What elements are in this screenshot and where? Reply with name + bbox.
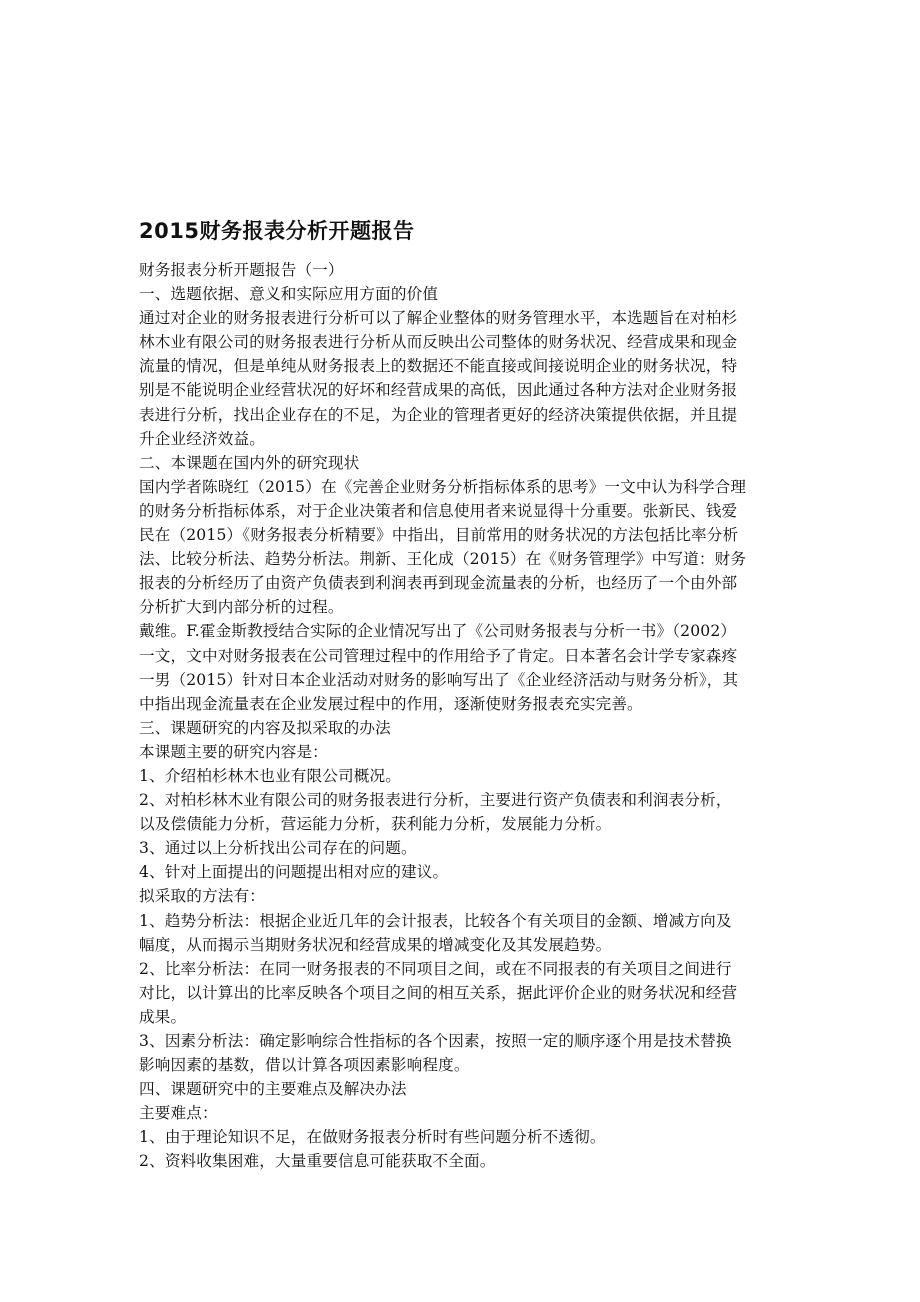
body-line: 幅度，从而揭示当期财务状况和经营成果的增减变化及其发展趋势。 xyxy=(139,935,612,954)
body-line: 国内学者陈晓红（2015）在《完善企业财务分析指标体系的思考》一文中认为科学合理 xyxy=(139,477,747,496)
body-line: 财务报表分析开题报告（一） xyxy=(139,261,344,279)
body-line: 主要难点： xyxy=(139,1104,218,1123)
body-line: 2、资料收集困难，大量重要信息可能获取不全面。 xyxy=(139,1152,496,1171)
body-line: 的财务分析指标体系，对于企业决策者和信息使用者来说显得十分重要。张新民、钱爱 xyxy=(139,501,738,520)
body-line: 升企业经济效益。 xyxy=(139,429,265,448)
body-line: 成果。 xyxy=(139,1007,187,1026)
body-line: 3、因素分析法：确定影响综合性指标的各个因素，按照一定的顺序逐个用是技术替换 xyxy=(139,1032,732,1050)
document-page xyxy=(139,216,789,1174)
body-line: 以及偿债能力分析，营运能力分析，获利能力分析，发展能力分析。 xyxy=(139,815,612,834)
body-line: 二、本课题在国内外的研究现状 xyxy=(139,453,360,472)
body-line: 影响因素的基数，借以计算各项因素影响程度。 xyxy=(139,1056,470,1075)
body-line: 表进行分析，找出企业存在的不足，为企业的管理者更好的经济决策提供依据，并且提 xyxy=(139,405,738,424)
document-title: 2015财务报表分析开题报告 xyxy=(139,219,415,243)
body-line: 流量的情况，但是单纯从财务报表上的数据还不能直接或间接说明企业的财务状况，特 xyxy=(139,357,738,376)
body-line: 四、课题研究中的主要难点及解决办法 xyxy=(139,1080,407,1099)
body-line: 民在（2015）《财务报表分析精要》中指出，目前常用的财务状况的方法包括比率分析 xyxy=(139,526,739,545)
body-line: 中指出现金流量表在企业发展过程中的作用，逐渐使财务报表充实完善。 xyxy=(139,694,643,713)
body-line: 1、趋势分析法：根据企业近几年的会计报表，比较各个有关项目的金额、增减方向及 xyxy=(139,911,732,930)
document-body xyxy=(139,258,789,1174)
body-line: 拟采取的方法有： xyxy=(139,887,265,906)
body-line: 别是不能说明企业经营状况的好坏和经营成果的高低，因此通过各种方法对企业财务报 xyxy=(139,381,738,400)
body-line: 三、课题研究的内容及拟采取的办法 xyxy=(139,718,391,737)
body-line: 戴维。F.霍金斯教授结合实际的企业情况写出了《公司财务报表与分析一书》（2002） xyxy=(139,622,737,641)
body-line: 对比，以计算出的比率反映各个项目之间的相互关系，据此评价企业的财务状况和经营 xyxy=(139,983,738,1002)
body-line: 一、选题依据、意义和实际应用方面的价值 xyxy=(139,285,439,304)
body-line: 林木业有限公司的财务报表进行分析从而反映出公司整体的财务状况、经营成果和现金 xyxy=(139,333,738,352)
body-line: 4、针对上面提出的问题提出相对应的建议。 xyxy=(139,863,449,882)
body-line: 通过对企业的财务报表进行分析可以了解企业整体的财务管理水平，本选题旨在对柏杉 xyxy=(139,309,738,328)
body-line: 法、比较分析法、趋势分析法。荆新、王化成（2015）在《财务管理学》中写道：财务 xyxy=(139,550,747,569)
body-line: 2、比率分析法：在同一财务报表的不同项目之间，或在不同报表的有关项目之间进行 xyxy=(139,959,732,978)
body-line: 分析扩大到内部分析的过程。 xyxy=(139,598,344,617)
body-line: 1、由于理论知识不足，在做财务报表分析时有些问题分析不透彻。 xyxy=(139,1128,606,1147)
body-line: 2、对柏杉林木业有限公司的财务报表进行分析，主要进行资产负债表和利润表分析， xyxy=(139,791,732,810)
body-line: 一文，文中对财务报表在公司管理过程中的作用给予了肯定。日本著名会计学专家森疼 xyxy=(139,646,738,665)
body-line: 1、介绍柏杉林木也业有限公司概况。 xyxy=(139,766,401,785)
body-line: 本课题主要的研究内容是： xyxy=(139,742,328,761)
body-line: 一男（2015）针对日本企业活动对财务的影响写出了《企业经济活动与财务分析》，其 xyxy=(139,670,739,689)
body-line: 报表的分析经历了由资产负债表到利润表再到现金流量表的分析，也经历了一个由外部 xyxy=(139,574,738,593)
body-line: 3、通过以上分析找出公司存在的问题。 xyxy=(139,839,417,858)
